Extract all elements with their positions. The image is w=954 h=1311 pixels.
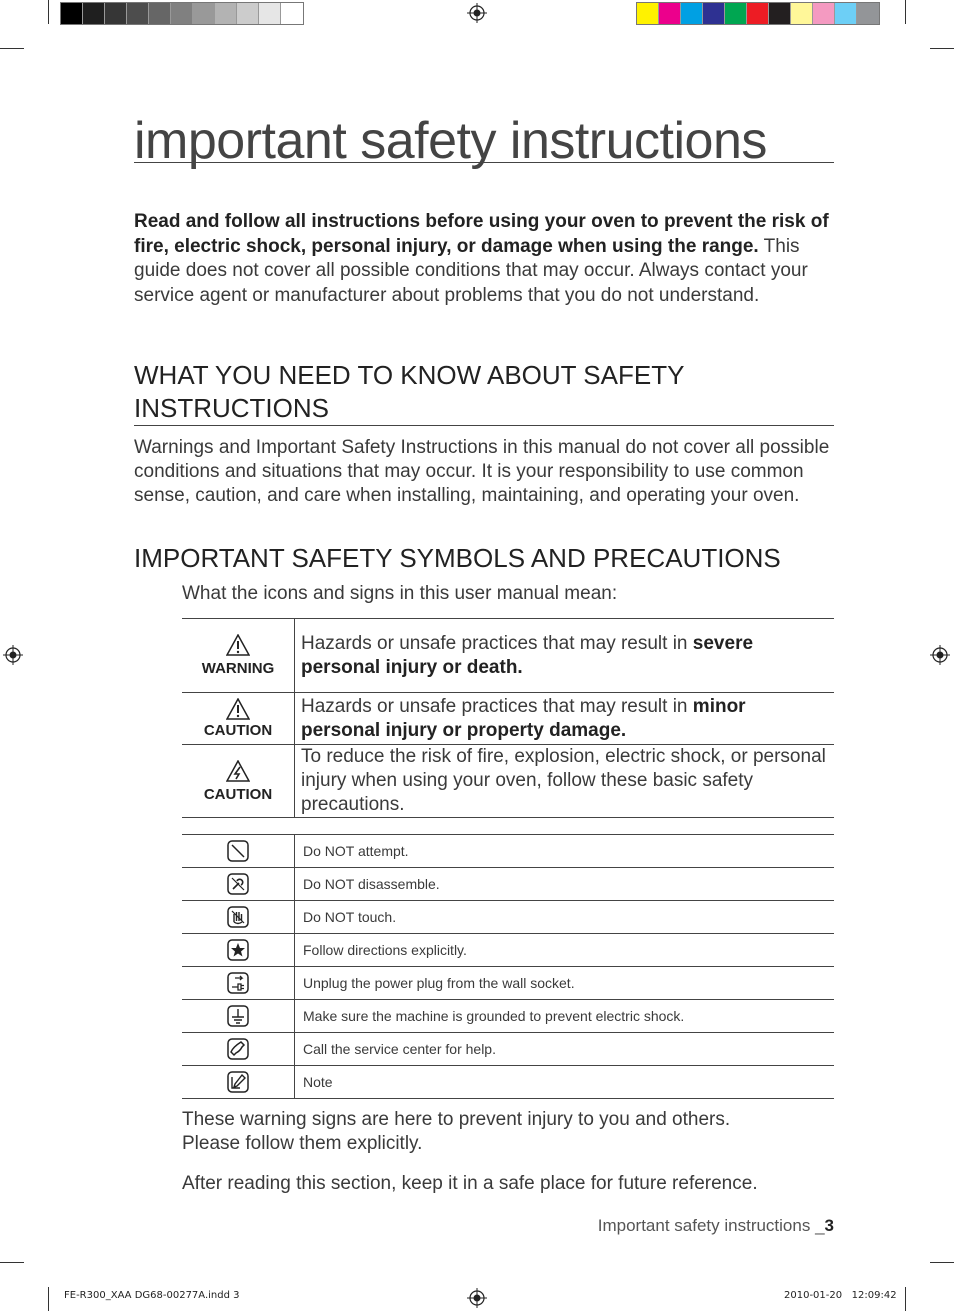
symbols-lead-text: What the icons and signs in this user manual mean:: [182, 583, 618, 604]
service-call-icon: [227, 1038, 249, 1060]
gray-swatch: [259, 3, 281, 24]
gray-swatch: [215, 3, 237, 24]
symbol-text: Follow directions explicitly.: [295, 934, 835, 967]
gray-swatch: [171, 3, 193, 24]
color-swatch: [835, 3, 857, 24]
hazard-row: [182, 619, 834, 693]
hazard-row: [182, 693, 834, 745]
hazard-icon-cell: [182, 619, 295, 693]
symbol-text: Note: [295, 1066, 835, 1099]
symbol-icon-cell: [182, 901, 295, 934]
symbol-row: [182, 934, 834, 967]
symbol-icon-cell: [182, 1066, 295, 1099]
print-slug-date: 2010-01-20 12:09:42: [784, 1290, 897, 1301]
gray-swatch: [83, 3, 105, 24]
page-footer: [598, 1216, 834, 1236]
follow-directions-icon: [227, 939, 249, 961]
crop-mark: [0, 48, 24, 49]
hazard-text-plain: To reduce the risk of fire, explosion, electric shock, or personal injury when using your oven, follow these basic safety precautions.: [301, 746, 826, 815]
caution-triangle-icon: [226, 698, 250, 720]
hazard-table: [182, 618, 834, 818]
color-swatch: [857, 3, 879, 24]
hazard-label: WARNING: [201, 660, 275, 677]
symbol-text: Unplug the power plug from the wall socket.: [295, 967, 835, 1000]
hazard-text: [295, 745, 835, 818]
symbol-text: Do NOT disassemble.: [295, 868, 835, 901]
symbol-icon-cell: [182, 1000, 295, 1033]
symbol-icon-cell: [182, 967, 295, 1000]
page-number: 3: [824, 1216, 834, 1235]
unplug-icon: [227, 972, 249, 994]
hazard-label: CAUTION: [203, 722, 273, 739]
intro-paragraph: [134, 210, 834, 308]
hazard-row: [182, 745, 834, 818]
gray-swatch: [237, 3, 259, 24]
color-swatch: [681, 3, 703, 24]
symbol-text: Do NOT attempt.: [295, 835, 835, 868]
symbol-row: [182, 1033, 834, 1066]
symbol-row: [182, 835, 834, 868]
color-swatch: [659, 3, 681, 24]
registration-mark-icon: [3, 645, 23, 665]
color-swatch-bar: [636, 2, 880, 25]
color-swatch: [813, 3, 835, 24]
hazard-text-bold: minor personal injury or property damage.: [301, 695, 746, 741]
hazard-icon-cell: [182, 693, 295, 745]
closing-text-3: After reading this section, keep it in a safe place for future reference.: [182, 1173, 758, 1194]
symbol-text: Do NOT touch.: [295, 901, 835, 934]
registration-mark-icon: [930, 645, 950, 665]
ground-icon: [227, 1005, 249, 1027]
closing-text-2: Please follow them explicitly.: [182, 1133, 423, 1154]
symbol-text: Make sure the machine is grounded to prevent electric shock.: [295, 1000, 835, 1033]
crop-mark: [48, 1287, 49, 1311]
note-icon: [227, 1071, 249, 1093]
symbol-row: [182, 967, 834, 1000]
symbol-icon-cell: [182, 835, 295, 868]
hazard-text-plain: Hazards or unsafe practices that may result in: [301, 695, 693, 717]
crop-mark: [905, 1287, 906, 1311]
footer-section-title: Important safety instructions _: [597, 1216, 825, 1235]
section-heading-symbols: IMPORTANT SAFETY SYMBOLS AND PRECAUTIONS: [134, 543, 781, 573]
registration-mark-icon: [467, 1288, 487, 1308]
crop-mark: [930, 48, 954, 49]
caution-shock-triangle-icon: [226, 760, 250, 782]
gray-swatch-bar: [60, 2, 304, 25]
hazard-text: [295, 619, 835, 693]
hazard-label: CAUTION: [203, 785, 273, 803]
symbol-table: [182, 834, 834, 1099]
crop-mark: [48, 0, 49, 24]
gray-swatch: [61, 3, 83, 24]
color-swatch: [791, 3, 813, 24]
do-not-disassemble-icon: [227, 873, 249, 895]
color-swatch: [703, 3, 725, 24]
symbol-text: Call the service center for help.: [295, 1033, 835, 1066]
warning-triangle-icon: [226, 634, 250, 656]
print-slug-file: FE-R300_XAA DG68-00277A.indd 3: [64, 1290, 240, 1301]
color-swatch: [637, 3, 659, 24]
intro-text: This guide does not cover all possible conditions that may occur. Always contact your service agent or manufacturer about problems that you do not understand.: [134, 235, 808, 306]
gray-swatch: [105, 3, 127, 24]
gray-swatch: [193, 3, 215, 24]
symbol-icon-cell: [182, 868, 295, 901]
section-body-know: Warnings and Important Safety Instructions in this manual do not cover all possible conditions and situations that may occur. It is your responsibility to use common sense, caution, and care when installing, maintaining, and operating your oven.: [134, 437, 830, 506]
symbol-row: [182, 1000, 834, 1033]
crop-mark: [930, 1262, 954, 1263]
color-swatch: [769, 3, 791, 24]
gray-swatch: [149, 3, 171, 24]
hazard-text-bold: severe personal injury or death.: [301, 632, 754, 678]
crop-mark: [0, 1262, 24, 1263]
gray-swatch: [127, 3, 149, 24]
registration-mark-icon: [467, 3, 487, 23]
symbol-row: [182, 1066, 834, 1099]
color-swatch: [747, 3, 769, 24]
closing-text-1: These warning signs are here to prevent injury to you and others.: [182, 1109, 731, 1130]
do-not-touch-icon: [227, 906, 249, 928]
do-not-attempt-icon: [227, 840, 249, 862]
color-swatch: [725, 3, 747, 24]
hazard-text: [295, 693, 835, 745]
symbol-row: [182, 868, 834, 901]
page-title: important safety instructions: [134, 110, 834, 163]
symbol-row: [182, 901, 834, 934]
gray-swatch: [281, 3, 303, 24]
section-heading-know: WHAT YOU NEED TO KNOW ABOUT SAFETY INSTRUCTIONS: [134, 359, 834, 426]
hazard-text-plain: Hazards or unsafe practices that may result in: [301, 632, 693, 654]
symbol-icon-cell: [182, 934, 295, 967]
symbol-icon-cell: [182, 1033, 295, 1066]
hazard-icon-cell: [182, 745, 295, 818]
intro-bold-text: Read and follow all instructions before using your oven to prevent the risk of fire, electric shock, personal injury, or damage when using the range.: [134, 211, 829, 257]
crop-mark: [905, 0, 906, 24]
